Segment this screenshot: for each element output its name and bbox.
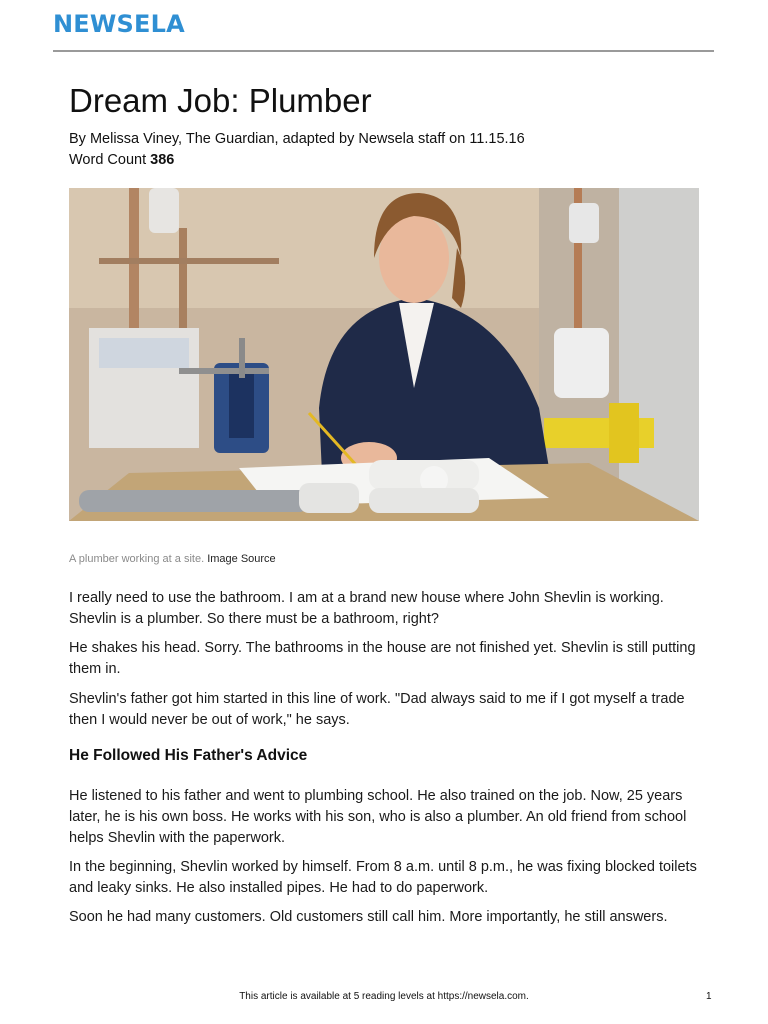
word-count <box>69 152 174 168</box>
paragraph: In the beginning, Shevlin worked by himself. From 8 a.m. until 8 p.m., he was fixing blocked toilets and leaky sinks. He also installed pipes. He had to do paperwork. <box>69 859 697 896</box>
paragraph: I really need to use the bathroom. I am at a brand new house where John Shevlin is working. Shevlin is a plumber. So there must be a bathroom, right? <box>69 590 664 627</box>
article-photo <box>69 188 699 521</box>
photo-caption <box>69 553 276 565</box>
newsela-logo[interactable]: NEWSELA <box>53 10 185 38</box>
paragraph-4-wrapper <box>69 786 699 849</box>
caption-credit: Image Source <box>207 553 276 565</box>
paragraph-5-wrapper <box>69 857 699 899</box>
paragraph: He shakes his head. Sorry. The bathrooms in the house are not finished yet. Shevlin is still putting them in. <box>69 640 696 677</box>
page-number: 1 <box>706 991 712 1002</box>
paragraph-6-wrapper <box>69 907 699 928</box>
word-count-label: Word Count <box>69 152 147 168</box>
caption-text: A plumber working at a site. <box>69 553 205 565</box>
footer-note: This article is available at 5 reading levels at https://newsela.com. <box>239 991 529 1002</box>
paragraph-2-wrapper <box>69 638 699 680</box>
header-divider <box>53 50 714 52</box>
paragraph: Soon he had many customers. Old customers still call him. More importantly, he still answers. <box>69 909 668 925</box>
paragraph-1-wrapper <box>69 588 699 630</box>
word-count-value: 386 <box>150 152 175 168</box>
article-title: Dream Job: Plumber <box>69 82 372 119</box>
byline: By Melissa Viney, The Guardian, adapted by Newsela staff on 11.15.16 <box>69 131 525 147</box>
paragraph: Shevlin's father got him started in this line of work. "Dad always said to me if I got myself a trade then I would never be out of work," he says. <box>69 691 685 728</box>
paragraph-3-wrapper <box>69 689 699 731</box>
paragraph: He listened to his father and went to plumbing school. He also trained on the job. Now, 25 years later, he is his own boss. He works with his son, who is also a plumber. An old friend from school helps Shevlin with the paperwork. <box>69 788 687 846</box>
section-heading: He Followed His Father's Advice <box>69 747 308 764</box>
